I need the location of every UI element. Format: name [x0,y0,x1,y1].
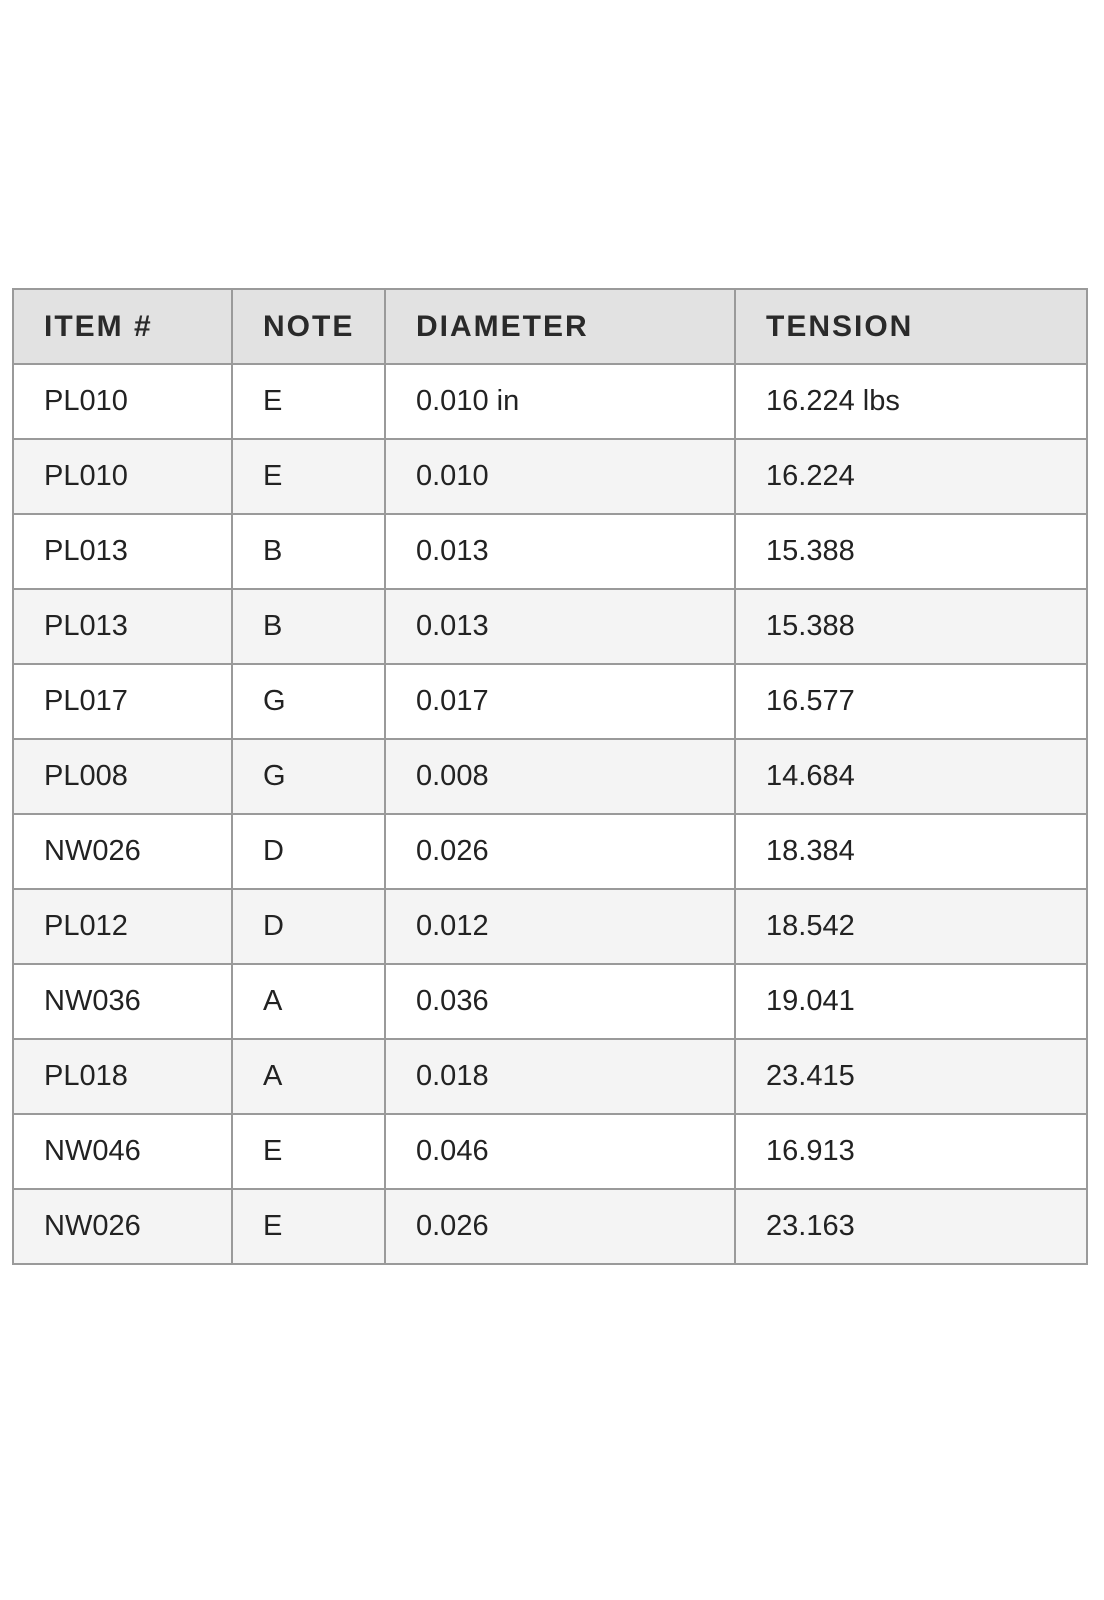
item-cell: NW026 [13,1189,232,1264]
note-cell: D [232,889,385,964]
note-cell: E [232,439,385,514]
diameter-cell: 0.036 [385,964,735,1039]
item-cell: PL010 [13,364,232,439]
item-cell: PL017 [13,664,232,739]
table-row [13,514,1087,589]
note-cell: E [232,1114,385,1189]
table-row [13,364,1087,439]
diameter-cell: 0.018 [385,1039,735,1114]
tension-cell: 16.224 lbs [735,364,1087,439]
note-cell: G [232,664,385,739]
note-cell: B [232,514,385,589]
table-row [13,739,1087,814]
note-cell: E [232,364,385,439]
diameter-cell: 0.013 [385,514,735,589]
header-row [13,289,1087,364]
note-cell: A [232,964,385,1039]
item-cell: PL012 [13,889,232,964]
diameter-cell: 0.010 [385,439,735,514]
tension-cell: 15.388 [735,589,1087,664]
column-header-tension: TENSION [735,289,1087,364]
note-cell: G [232,739,385,814]
item-cell: NW026 [13,814,232,889]
item-cell: PL018 [13,1039,232,1114]
diameter-cell: 0.013 [385,589,735,664]
tension-cell: 14.684 [735,739,1087,814]
item-cell: PL008 [13,739,232,814]
diameter-cell: 0.012 [385,889,735,964]
note-cell: D [232,814,385,889]
item-cell: PL010 [13,439,232,514]
table-header [13,289,1087,364]
column-header-item: ITEM # [13,289,232,364]
diameter-cell: 0.008 [385,739,735,814]
table-row [13,439,1087,514]
note-cell: A [232,1039,385,1114]
table-row [13,1039,1087,1114]
item-cell: NW046 [13,1114,232,1189]
diameter-cell: 0.026 [385,1189,735,1264]
tension-cell: 23.163 [735,1189,1087,1264]
diameter-cell: 0.010 in [385,364,735,439]
tension-cell: 16.913 [735,1114,1087,1189]
item-cell: PL013 [13,589,232,664]
string-tension-table-container [12,288,1086,1265]
diameter-cell: 0.026 [385,814,735,889]
table-row [13,889,1087,964]
table-row [13,964,1087,1039]
tension-cell: 23.415 [735,1039,1087,1114]
table-row [13,664,1087,739]
diameter-cell: 0.017 [385,664,735,739]
tension-cell: 16.224 [735,439,1087,514]
tension-cell: 18.384 [735,814,1087,889]
tension-cell: 16.577 [735,664,1087,739]
tension-cell: 18.542 [735,889,1087,964]
tension-cell: 19.041 [735,964,1087,1039]
note-cell: E [232,1189,385,1264]
table-row [13,814,1087,889]
diameter-cell: 0.046 [385,1114,735,1189]
table-row [13,1189,1087,1264]
tension-cell: 15.388 [735,514,1087,589]
item-cell: PL013 [13,514,232,589]
table-row [13,589,1087,664]
table-body [13,364,1087,1264]
table-row [13,1114,1087,1189]
string-tension-table [12,288,1088,1265]
note-cell: B [232,589,385,664]
column-header-diameter: DIAMETER [385,289,735,364]
item-cell: NW036 [13,964,232,1039]
column-header-note: NOTE [232,289,385,364]
